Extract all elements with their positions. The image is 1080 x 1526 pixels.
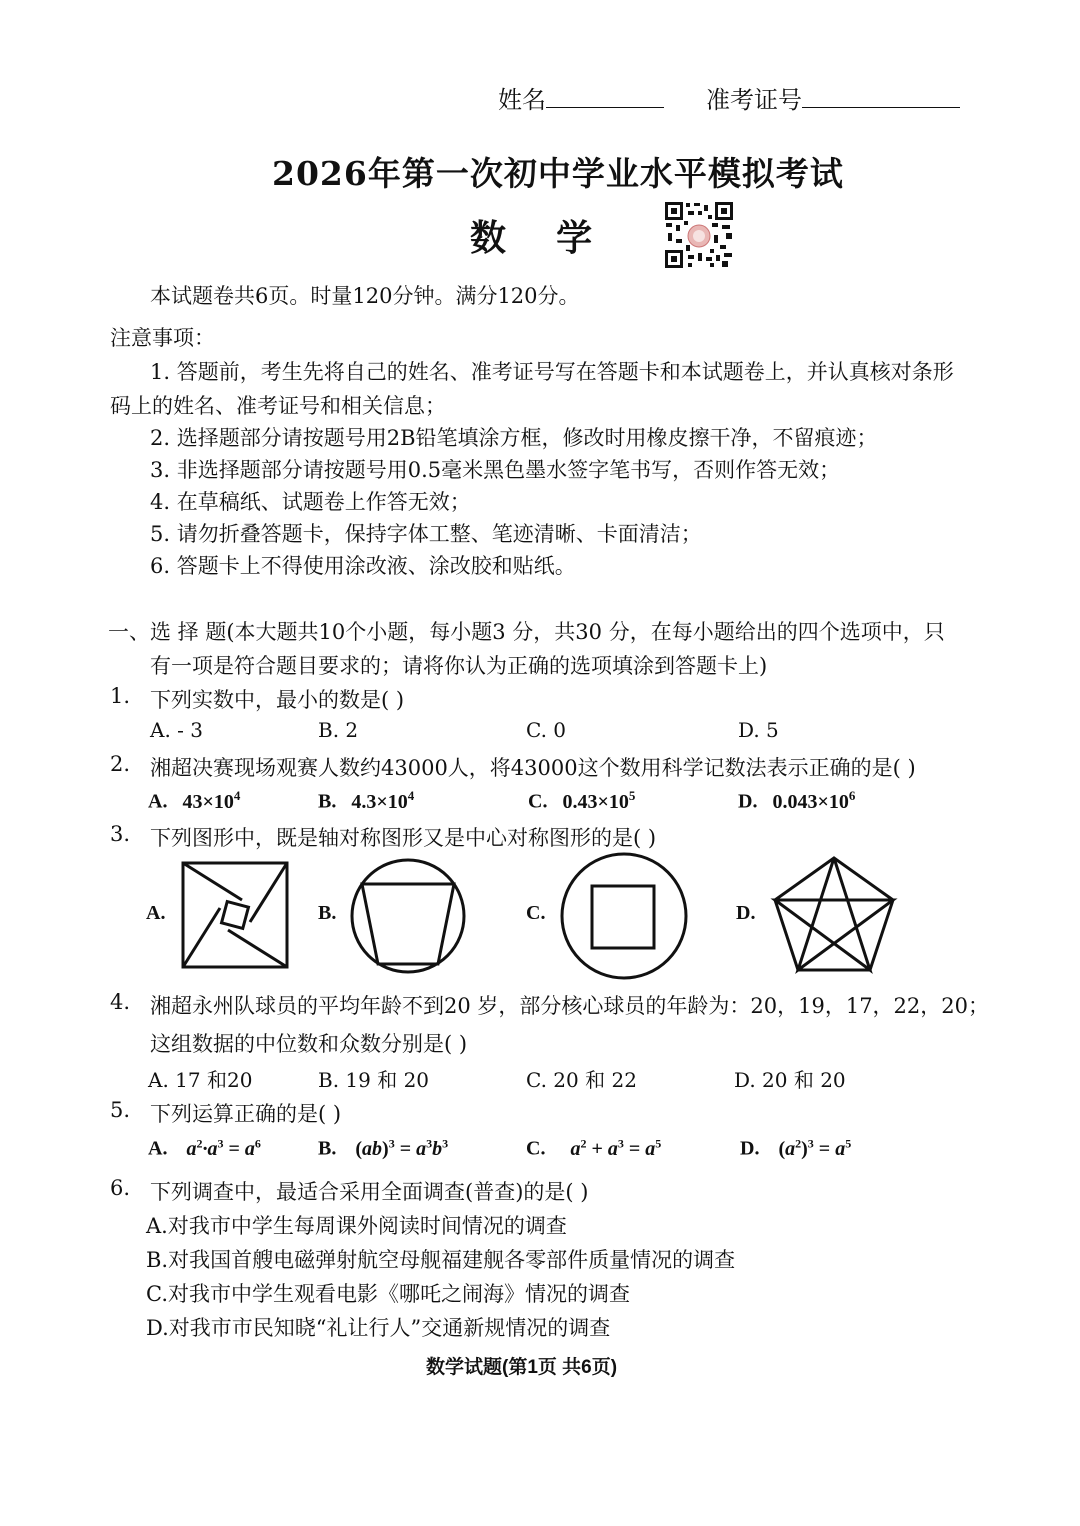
name-field[interactable] — [498, 80, 664, 115]
option-a[interactable] — [148, 788, 240, 814]
question-stem: 湘超决赛现场观赛人数约43000人，将43000这个数用科学记数法表示正确的是( ) — [150, 756, 916, 780]
question-number: 5. — [110, 1098, 131, 1122]
option-b[interactable] — [318, 1136, 448, 1161]
option-value: 0.043×10 — [772, 790, 849, 813]
option-letter: C. — [526, 1137, 546, 1160]
exam-title: 2026年第一次初中学业水平模拟考试 — [272, 154, 844, 193]
question-number: 4. — [110, 990, 131, 1014]
section-subheading: 有一项是符合题目要求的；请将你认为正确的选项填涂到答题卡上) — [150, 654, 768, 678]
figure-c-circle-square[interactable] — [558, 852, 690, 980]
option-value: 0.43×10 — [562, 790, 629, 813]
option-a[interactable]: A.对我市中学生每周课外阅读时间情况的调查 — [146, 1214, 567, 1238]
option-letter: A. — [148, 1137, 168, 1160]
question-stem: 下列图形中，既是轴对称图形又是中心对称图形的是( ) — [150, 826, 657, 850]
option-b[interactable]: B. 2 — [318, 718, 359, 742]
option-c-label[interactable]: C. — [526, 902, 546, 924]
option-d[interactable] — [738, 788, 855, 814]
option-exponent: 5 — [628, 788, 636, 803]
notice-item: 2. 选择题部分请按题号用2B铅笔填涂方框，修改时用橡皮擦干净，不留痕迹； — [150, 426, 878, 450]
option-c[interactable]: C. 0 — [526, 718, 567, 742]
option-letter: D. — [740, 1137, 760, 1160]
option-letter: D. — [738, 790, 758, 813]
notice-item: 码上的姓名、准考证号和相关信息； — [110, 394, 446, 418]
figure-d-pentagram[interactable] — [770, 852, 898, 976]
formula-b-image: $(ab)^3 = a^3b^3$ — [355, 1136, 449, 1160]
notice-item: 1. 答题前，考生先将自己的姓名、准考证号写在答题卡和本试题卷上，并认真核对条形 — [150, 360, 954, 384]
id-blank[interactable] — [802, 85, 960, 108]
notice-item: 3. 非选择题部分请按题号用0.5毫米黑色墨水签字笔书写，否则作答无效； — [150, 458, 841, 482]
option-c[interactable] — [528, 788, 635, 814]
option-d[interactable]: D.对我市市民知晓“礼让行人”交通新规情况的调查 — [146, 1316, 611, 1340]
page-footer: 数学试题(第1页 共6页) — [426, 1357, 618, 1378]
notice-item: 4. 在草稿纸、试题卷上作答无效； — [150, 490, 471, 514]
option-a-label[interactable]: A. — [146, 902, 166, 924]
option-b[interactable] — [318, 788, 414, 814]
option-letter: C. — [528, 790, 548, 813]
notice-item: 5. 请勿折叠答题卡，保持字体工整、笔迹清晰、卡面清洁； — [150, 522, 702, 546]
question-stem: 这组数据的中位数和众数分别是( ) — [150, 1032, 468, 1056]
option-exponent: 6 — [848, 788, 856, 803]
option-a[interactable]: A. - 3 — [150, 718, 203, 742]
option-c[interactable] — [526, 1136, 661, 1161]
option-d[interactable] — [740, 1136, 851, 1161]
option-d-label[interactable]: D. — [736, 902, 756, 924]
option-letter: B. — [318, 1137, 337, 1160]
question-stem: 下列运算正确的是( ) — [150, 1102, 342, 1126]
id-field[interactable] — [706, 80, 960, 115]
option-c[interactable]: C.对我市中学生观看电影《哪吒之闹海》情况的调查 — [146, 1282, 630, 1306]
option-exponent: 4 — [407, 788, 415, 803]
formula-c-image: $a^2 + a^3 = a^5$ — [570, 1136, 662, 1160]
question-stem: 下列实数中，最小的数是( ) — [150, 688, 405, 712]
section-heading: 一、选 择 题(本大题共10个小题，每小题3 分，共30 分，在每小题给出的四个选项中，只 — [108, 620, 945, 644]
qr-code-icon — [664, 201, 734, 269]
name-label: 姓名 — [498, 86, 546, 114]
option-d[interactable]: D. 20 和 20 — [734, 1068, 846, 1092]
option-a[interactable]: A. 17 和20 — [148, 1068, 253, 1092]
figure-b-circle-trapezoid[interactable] — [346, 856, 470, 976]
option-letter: B. — [318, 790, 337, 813]
option-value: 43×10 — [182, 790, 234, 813]
option-b[interactable]: B. 19 和 20 — [318, 1068, 430, 1092]
question-number: 2. — [110, 752, 131, 776]
figure-a-pinwheel-square[interactable] — [180, 860, 290, 970]
option-exponent: 4 — [233, 788, 241, 803]
subject-title: 数 学 — [470, 217, 593, 259]
formula-a-image: $a^2\cdot a^3 = a^6$ — [186, 1136, 261, 1160]
option-a[interactable] — [148, 1136, 261, 1161]
option-c[interactable]: C. 20 和 22 — [526, 1068, 637, 1092]
question-stem: 湘超永州队球员的平均年龄不到20 岁，部分核心球员的年龄为：20，19，17，22，20； — [150, 994, 990, 1018]
option-value: 4.3×10 — [351, 790, 408, 813]
question-stem: 下列调查中，最适合采用全面调查(普查)的是( ) — [150, 1180, 589, 1204]
notice-heading: 注意事项： — [110, 326, 215, 350]
id-label: 准考证号 — [706, 86, 802, 114]
option-letter: A. — [148, 790, 168, 813]
option-d[interactable]: D. 5 — [738, 718, 779, 742]
notice-item: 6. 答题卡上不得使用涂改液、涂改胶和贴纸。 — [150, 554, 576, 578]
option-b[interactable]: B.对我国首艘电磁弹射航空母舰福建舰各零部件质量情况的调查 — [146, 1248, 736, 1272]
formula-d-image: $(a^2)^3 = a^5$ — [778, 1136, 852, 1160]
question-number: 3. — [110, 822, 131, 846]
question-number: 1. — [110, 684, 131, 708]
exam-info: 本试题卷共6页。时量120分钟。满分120分。 — [150, 284, 580, 308]
name-blank[interactable] — [546, 85, 664, 108]
question-number: 6. — [110, 1176, 131, 1200]
option-b-label[interactable]: B. — [318, 902, 337, 924]
